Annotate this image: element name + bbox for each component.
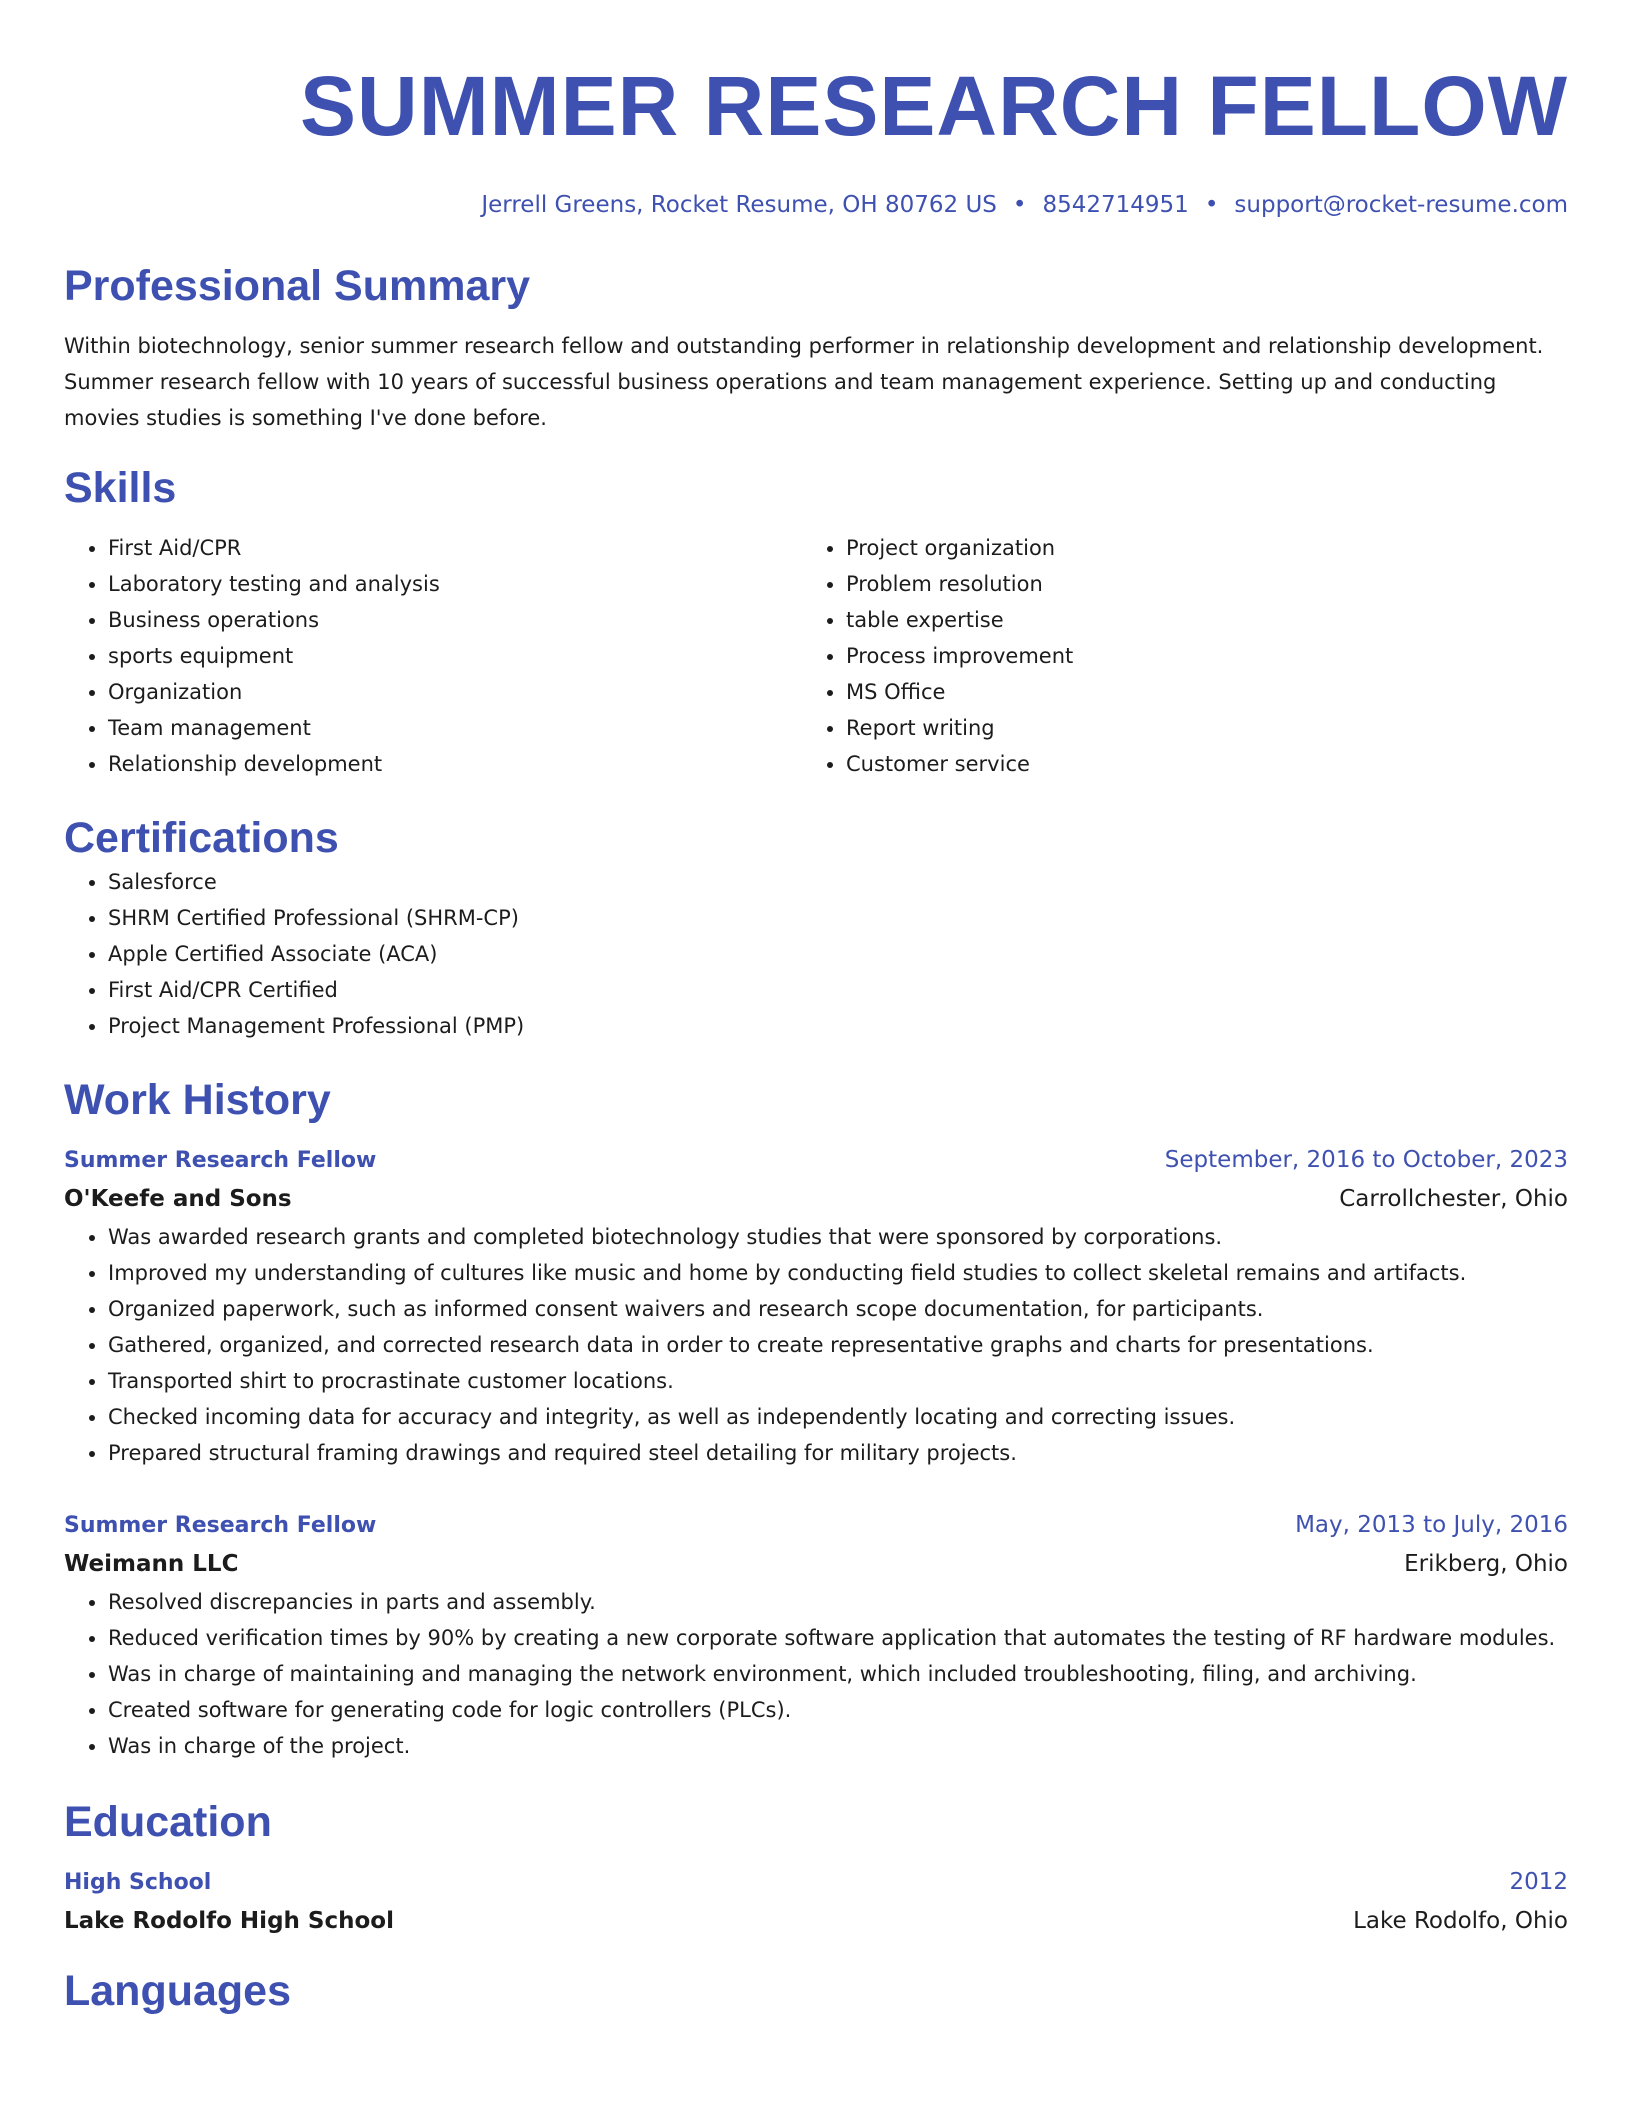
skills-heading: Skills: [64, 464, 177, 512]
skill-item: • Report writing: [846, 710, 1540, 746]
contact-separator: •: [1204, 192, 1219, 218]
certification-item: • First Aid/CPR Certified: [108, 972, 1568, 1008]
skill-item: • Team management: [108, 710, 802, 746]
education-entry: [64, 1864, 1568, 1941]
skill-item: • Customer service: [846, 746, 1540, 782]
job-bullet: • Organized paperwork, such as informed consent waivers and research scope documentation, for participants.: [108, 1291, 1568, 1327]
education-location: Lake Rodolfo, Ohio: [1353, 1908, 1568, 1934]
job-bullet: • Created software for generating code for logic controllers (PLCs).: [108, 1692, 1568, 1728]
skill-item: • Problem resolution: [846, 566, 1540, 602]
skills-column-right: [802, 530, 1540, 782]
job-bullets: [64, 1219, 1568, 1471]
job-role: Summer Research Fellow: [64, 1148, 377, 1173]
languages-heading: Languages: [64, 1967, 291, 2015]
education-degree: High School: [64, 1870, 212, 1895]
skill-item: • table expertise: [846, 602, 1540, 638]
summary-text: Within biotechnology, senior summer research fellow and outstanding performer in relationship development and relationship development. Summer research fellow with 10 years of successful business operations and team management experience. Setting up and conducting movies studies is something I've done before.: [64, 334, 1544, 430]
education-subheader: [64, 1901, 1568, 1941]
job-bullet: • Prepared structural framing drawings and required steel detailing for military projects.: [108, 1435, 1568, 1471]
job-dates: May, 2013 to July, 2016: [1295, 1512, 1568, 1538]
job-bullet: • Gathered, organized, and corrected research data in order to create representative graphs and charts for presentations.: [108, 1327, 1568, 1363]
education-header: [64, 1864, 1568, 1901]
contact-separator: •: [1012, 192, 1027, 218]
job-subheader: [64, 1179, 1568, 1219]
job-bullet: • Improved my understanding of cultures like music and home by conducting field studies to collect skeletal remains and artifacts.: [108, 1255, 1568, 1291]
job-bullet: • Checked incoming data for accuracy and integrity, as well as independently locating and correcting issues.: [108, 1399, 1568, 1435]
skill-item: • Business operations: [108, 602, 802, 638]
work-history-heading: Work History: [64, 1076, 331, 1124]
job-bullet: • Resolved discrepancies in parts and assembly.: [108, 1584, 1568, 1620]
contact-address: Jerrell Greens, Rocket Resume, OH 80762 US: [481, 192, 997, 218]
contact-email[interactable]: support@rocket-resume.com: [1234, 192, 1568, 218]
certification-item: • Salesforce: [108, 864, 1568, 900]
job-location: Carrollchester, Ohio: [1339, 1186, 1568, 1212]
skill-item: • MS Office: [846, 674, 1540, 710]
skill-item: • sports equipment: [108, 638, 802, 674]
job-subheader: [64, 1544, 1568, 1584]
skills-grid: [64, 530, 1568, 782]
education-year: 2012: [1509, 1869, 1568, 1895]
skill-item: • Organization: [108, 674, 802, 710]
job-bullet: • Was in charge of maintaining and managing the network environment, which included troubleshooting, filing, and archiving.: [108, 1656, 1568, 1692]
certifications-heading: Certifications: [64, 814, 339, 862]
skill-item: • Laboratory testing and analysis: [108, 566, 802, 602]
job-header: [64, 1142, 1568, 1179]
job-dates: September, 2016 to October, 2023: [1164, 1147, 1568, 1173]
contact-phone: 8542714951: [1042, 192, 1189, 218]
education-school: Lake Rodolfo High School: [64, 1908, 394, 1934]
job-company: Weimann LLC: [64, 1551, 239, 1577]
skill-item: • First Aid/CPR: [108, 530, 802, 566]
skill-item: • Process improvement: [846, 638, 1540, 674]
skill-item: • Project organization: [846, 530, 1540, 566]
job-entry: [64, 1142, 1568, 1471]
job-bullet: • Reduced verification times by 90% by creating a new corporate software application that automates the testing of RF hardware modules.: [108, 1620, 1568, 1656]
job-bullet: • Was awarded research grants and completed biotechnology studies that were sponsored by corporations.: [108, 1219, 1568, 1255]
skill-item: • Relationship development: [108, 746, 802, 782]
job-bullet: • Transported shirt to procrastinate customer locations.: [108, 1363, 1568, 1399]
education-heading: Education: [64, 1798, 272, 1846]
job-location: Erikberg, Ohio: [1404, 1551, 1568, 1577]
job-role: Summer Research Fellow: [64, 1513, 377, 1538]
summary-heading: Professional Summary: [64, 262, 531, 310]
job-bullet: • Was in charge of the project.: [108, 1728, 1568, 1764]
certification-item: • SHRM Certified Professional (SHRM-CP): [108, 900, 1568, 936]
certification-item: • Project Management Professional (PMP): [108, 1008, 1568, 1044]
contact-line: [64, 192, 1568, 218]
skills-column-left: [64, 530, 802, 782]
certifications-list: [64, 864, 1568, 1044]
certification-item: • Apple Certified Associate (ACA): [108, 936, 1568, 972]
job-bullets: [64, 1584, 1568, 1764]
job-entry: [64, 1507, 1568, 1764]
job-header: [64, 1507, 1568, 1544]
resume-name: SUMMER RESEARCH FELLOW: [300, 59, 1568, 153]
job-company: O'Keefe and Sons: [64, 1186, 292, 1212]
